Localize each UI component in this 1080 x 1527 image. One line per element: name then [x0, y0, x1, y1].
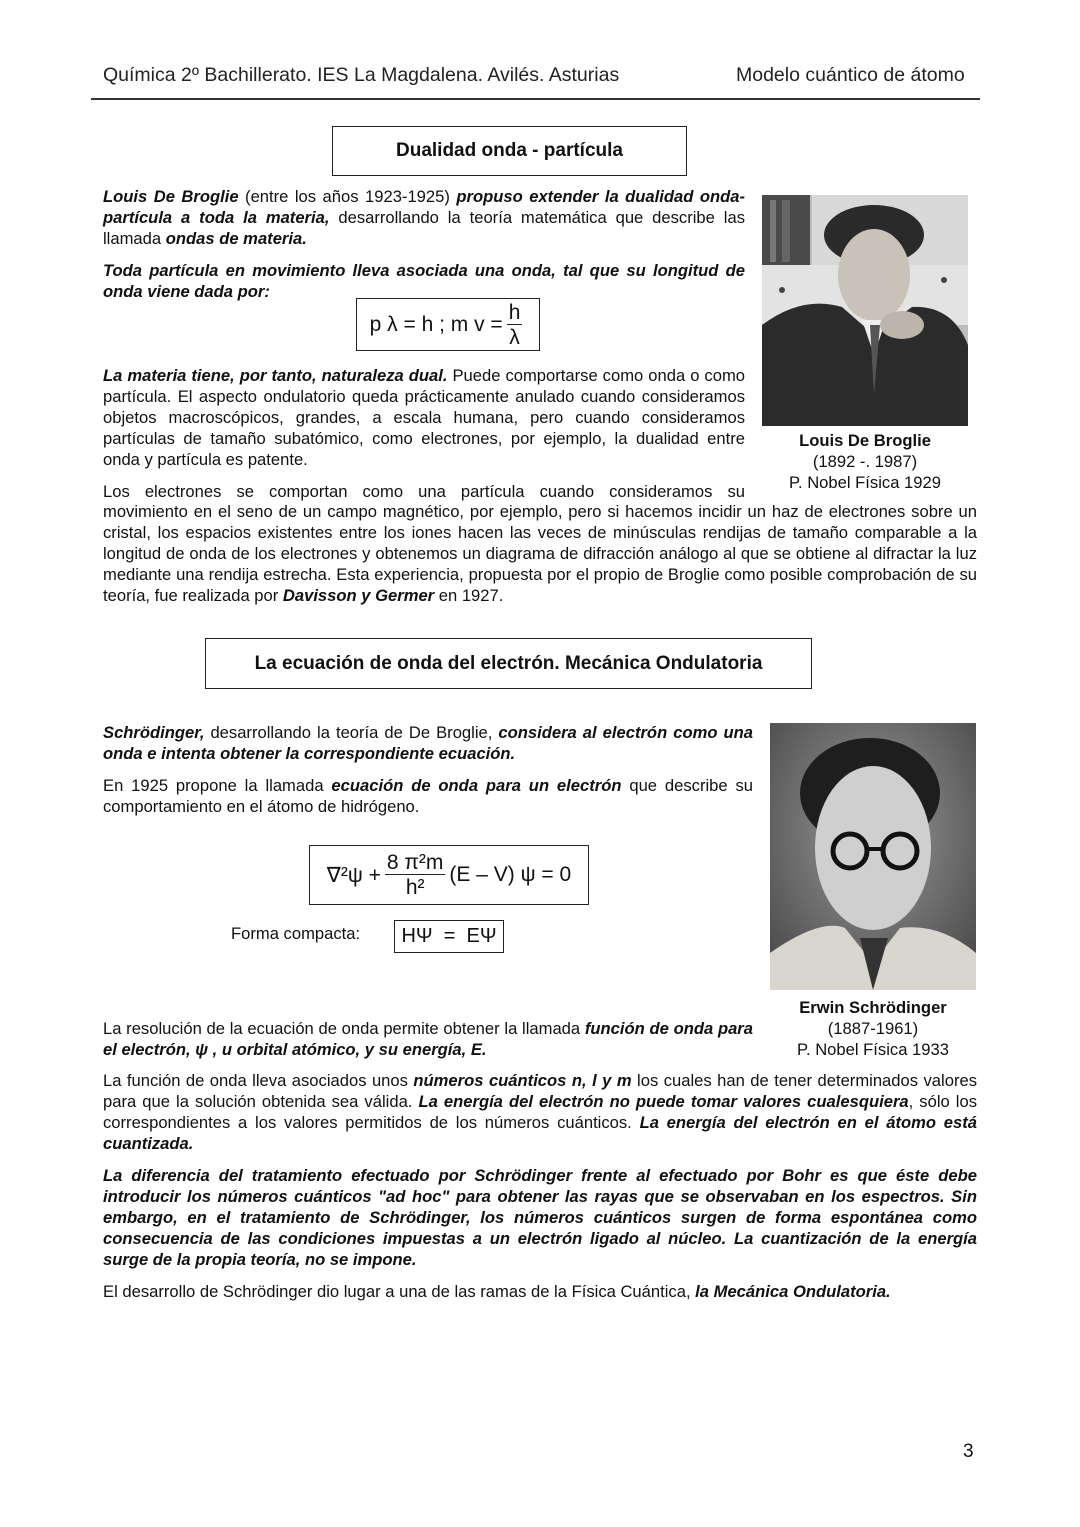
equation-fraction — [507, 302, 523, 348]
paragraph-bohr-comparison: La diferencia del tratamiento efectuado por Schrödinger frente al efectuado por Bohr es que éste debe introducir los números cuánticos "ad hoc" para obtener las rayas que se observaban en los espectros. Sin embargo, en el tratamiento de Schrödinger, los números cuánticos surgen de forma espontánea como consecuencia de las condiciones impuestas a un electrón ligado al núcleo. La cuantización de la energía surge de la propia teoría, no se impone. — [103, 1166, 977, 1269]
section1-text-column — [103, 186, 745, 302]
portrait-name: Erwin Schrödinger — [799, 998, 947, 1017]
paragraph-wave-equation-1925 — [103, 775, 753, 817]
schrodinger-caption — [770, 997, 976, 1060]
portrait-years: (1892 -. 1987) — [812, 452, 918, 471]
emphasis: La materia tiene, por tanto, naturaleza dual. — [103, 366, 448, 385]
text: desarrollando la teoría de De Broglie, — [204, 723, 499, 742]
compact-form-label: Forma compacta: — [231, 924, 361, 943]
text: que describe su comportamiento en el átomo de hidrógeno. — [103, 776, 753, 816]
text: los cuales han de tener determinados valores para que la solución obtenida sea válida. — [103, 1071, 977, 1111]
portrait-award: P. Nobel Física 1929 — [789, 473, 941, 492]
de-broglie-equation — [356, 298, 540, 351]
text: La resolución de la ecuación de onda permite obtener la llamada — [103, 1019, 585, 1038]
paragraph-wave-mechanics — [103, 1281, 977, 1302]
fraction-numerator: h — [508, 300, 521, 324]
text: En 1925 propone la llamada — [103, 776, 332, 795]
fraction-denominator: h² — [405, 876, 425, 899]
section2-wavefunction-text — [103, 1018, 753, 1060]
header-left-title: Química 2º Bachillerato. IES La Magdalena. Avilés. Asturias — [103, 64, 620, 86]
emphasis: ondas de materia. — [165, 229, 307, 248]
emphasis: ecuación de onda para un electrón — [331, 776, 622, 795]
portrait-de-broglie-icon — [762, 195, 968, 426]
section1-text-column-2 — [103, 365, 745, 502]
emphasis: Schrödinger, — [103, 723, 205, 742]
text: La función de onda lleva asociados unos — [103, 1071, 414, 1090]
paragraph-electron-diffraction — [103, 501, 977, 606]
paragraph-de-broglie-intro — [103, 186, 745, 249]
emphasis: números cuánticos n, l y m — [413, 1071, 632, 1090]
de-broglie-caption — [762, 430, 968, 493]
compact-equation: HΨ = EΨ — [394, 920, 504, 953]
schrodinger-equation — [309, 845, 589, 905]
emphasis: función de onda para el electrón, ψ , u orbital atómico, y su energía, E. — [103, 1019, 753, 1059]
text: movimiento en el seno de un campo magnético, por ejemplo, pero si hacemos incidir un haz de electrones sobre un cristal, los espacios existentes entre los iones hacen las veces de minúsculas rendijas de tamaño comparable a la longitud de onda de los electrones y obtenemos un diagrama de difracción análogo al que se obtiene al difractar la luz mediante una rendija estrecha. Esta experiencia, propuesta por el propio de Broglie como posible comprobación de su teoría, fue realizada por — [103, 502, 977, 605]
emphasis: Louis De Broglie — [103, 187, 239, 206]
section-title-duality: Dualidad onda - partícula — [332, 126, 687, 176]
equation-left: p λ = h ; m v = — [369, 312, 503, 336]
portrait-schrodinger-icon — [770, 723, 976, 990]
header-divider — [91, 98, 980, 100]
fraction-numerator: 8 π²m — [386, 851, 444, 874]
portrait-name: Louis De Broglie — [799, 431, 931, 450]
portrait-years: (1887-1961) — [827, 1019, 919, 1038]
paragraph-quantum-numbers — [103, 1070, 977, 1154]
paragraph-electrons-first-line: Los electrones se comportan como una partícula cuando consideramos su — [103, 482, 745, 501]
header-right-title: Modelo cuántico de átomo — [736, 64, 965, 86]
text: desarrollando la teoría matemática que describe las llamada — [103, 208, 745, 248]
portrait-award: P. Nobel Física 1933 — [797, 1040, 949, 1059]
emphasis: considera al electrón como una onda e intenta obtener la correspondiente ecuación. — [103, 723, 753, 763]
text: en 1927. — [434, 586, 504, 605]
section2-text-column — [103, 722, 753, 817]
page-number: 3 — [963, 1441, 974, 1462]
equation-tail: (E – V) ψ = 0 — [449, 863, 572, 886]
paragraph-dual-nature — [103, 365, 745, 470]
equation-fraction — [385, 852, 446, 898]
section2-full-width-text — [103, 1070, 977, 1302]
emphasis: la Mecánica Ondulatoria. — [695, 1282, 891, 1301]
text: , sólo los correspondientes a los valores permitidos de los números cuánticos. — [103, 1092, 978, 1132]
paragraph-schrodinger-intro — [103, 722, 753, 764]
text: Puede comportarse como onda o como partícula. El aspecto ondulatorio queda prácticamente anulado cuando consideramos objetos macroscópicos, grandes, a escala humana, pero cuando consideramos partículas de tamaño subatómico, como electrones, por ejemplo, la dualidad entre onda y partícula es patente. — [103, 366, 745, 469]
emphasis: La energía del electrón en el átomo está cuantizada. — [103, 1113, 977, 1153]
emphasis: La energía del electrón no puede tomar valores cualesquiera — [418, 1092, 909, 1111]
section1-full-width-text — [103, 501, 977, 606]
schrodinger-photo — [770, 723, 976, 990]
emphasis: propuso extender la dualidad onda-partícula a toda la materia, — [103, 187, 746, 227]
section-title-wave-equation: La ecuación de onda del electrón. Mecánica Ondulatoria — [205, 638, 812, 689]
emphasis: Davisson y Germer — [282, 586, 435, 605]
de-broglie-photo — [762, 195, 968, 426]
equation-lead: ∇²ψ + — [326, 863, 381, 887]
paragraph-wavefunction — [103, 1018, 753, 1060]
text: El desarrollo de Schrödinger dio lugar a una de las ramas de la Física Cuántica, — [103, 1282, 696, 1301]
paragraph-wave-statement: Toda partícula en movimiento lleva asociada una onda, tal que su longitud de onda viene dada por: — [103, 261, 745, 301]
text: (entre los años 1923-1925) — [238, 187, 457, 206]
fraction-denominator: λ — [509, 325, 520, 349]
